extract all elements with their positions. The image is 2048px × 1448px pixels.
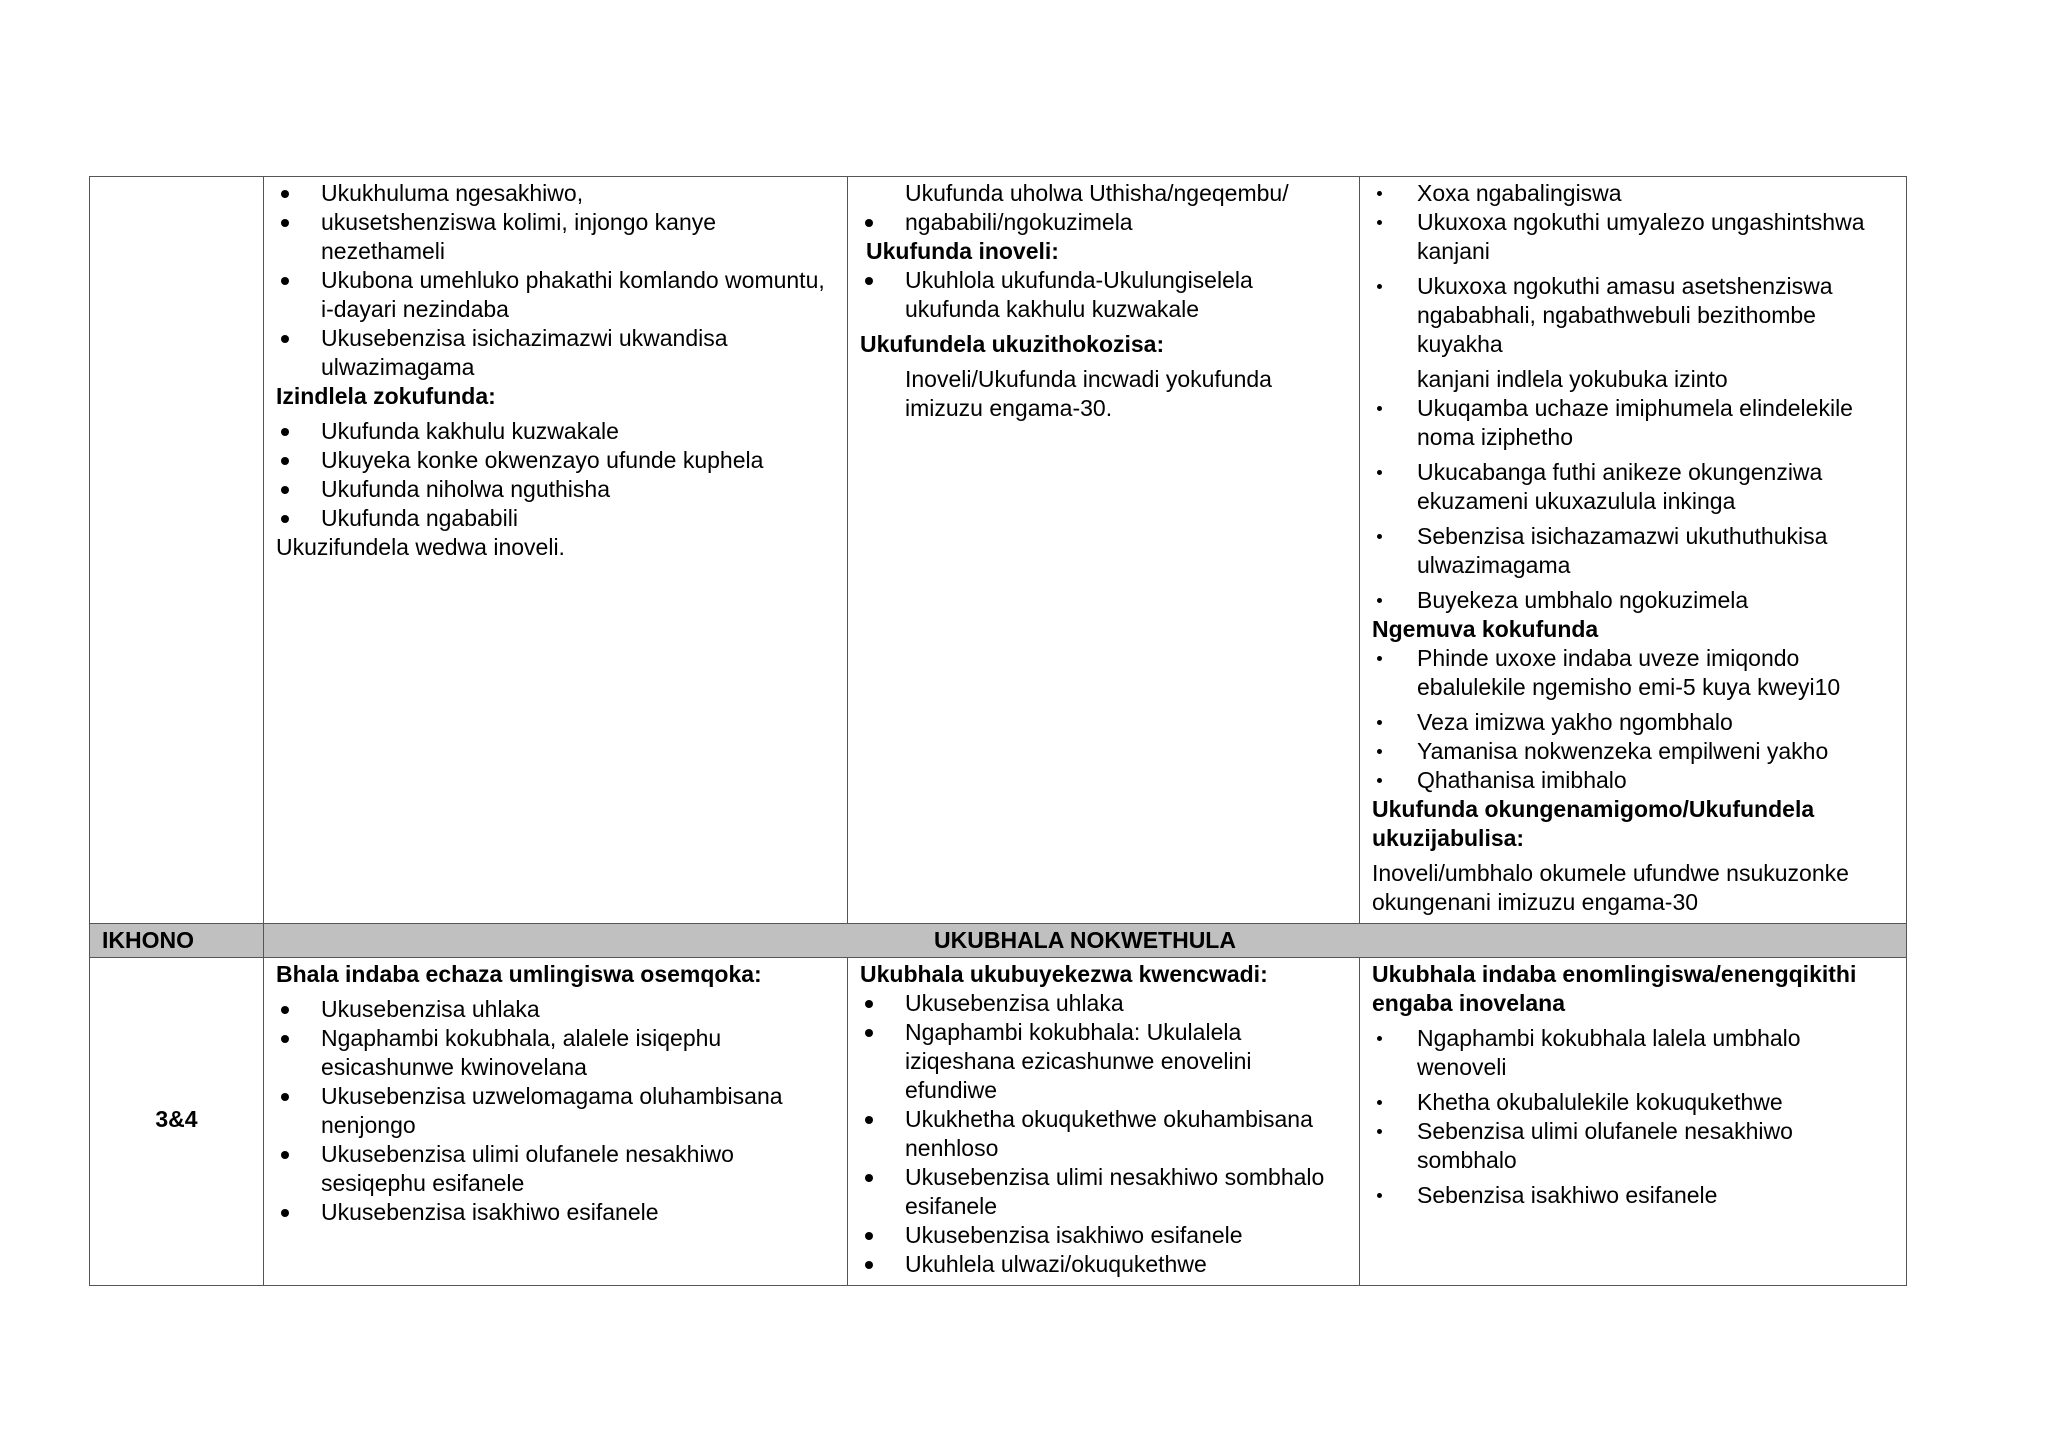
list-item: Ukusebenzisa ulimi nesakhiwo sombhalo esifanele xyxy=(860,1163,1347,1221)
section-header-row xyxy=(90,924,1907,958)
list-item: Sebenzisa isichazamazwi ukuthuthukisa ulwazimagama xyxy=(1372,522,1894,580)
list-item: Ukufunda ngababili xyxy=(276,504,835,533)
list-item: Veza imizwa yakho ngombhalo xyxy=(1372,708,1894,737)
section-heading: Bhala indaba echaza umlingiswa osemqoka: xyxy=(276,961,762,987)
list-item: Ukusebenzisa isakhiwo esifanele xyxy=(860,1221,1347,1250)
list-item: Xoxa ngabalingiswa xyxy=(1372,179,1894,208)
section-heading: Ukufundela ukuzithokozisa: xyxy=(860,331,1165,357)
indented-text: Inoveli/Ukufunda incwadi yokufunda imizuzu engama-30. xyxy=(905,366,1272,421)
list-item: Ukuxoxa ngokuthi umyalezo ungashintshwa kanjani xyxy=(1372,208,1894,266)
reading-col-2 xyxy=(848,177,1360,924)
list-item: Ukukhetha okuqukethwe okuhambisana nenhloso xyxy=(860,1105,1347,1163)
list-item: Ukukhuluma ngesakhiwo, xyxy=(276,179,835,208)
closing-text: Ukuzifundela wedwa inoveli. xyxy=(276,534,565,560)
reading-col-1 xyxy=(264,177,848,924)
list-item: Qhathanisa imibhalo xyxy=(1372,766,1894,795)
continuation-text: Ukufunda uholwa Uthisha/ngeqembu/ xyxy=(905,180,1289,206)
bullet-list-b xyxy=(276,417,835,533)
curriculum-table xyxy=(89,176,1907,1286)
list-item: Ukuxoxa ngokuthi amasu asetshenziswa ngababhali, ngabathwebuli bezithombe kuyakha xyxy=(1372,272,1894,359)
section-title: UKUBHALA NOKWETHULA xyxy=(264,924,1907,958)
list-item: ngababili/ngokuzimela xyxy=(860,208,1347,237)
list-item: Phinde uxoxe indaba uveze imiqondo ebalulekile ngemisho emi-5 kuya kweyi10 xyxy=(1372,644,1894,702)
list-item: Ukuqamba uchaze imiphumela elindelekile noma iziphetho xyxy=(1372,394,1894,452)
section-heading: Ukufunda inoveli: xyxy=(866,238,1059,264)
list-item: Khetha okubalulekile kokuqukethwe xyxy=(1372,1088,1894,1117)
term-cell: 3&4 xyxy=(90,958,264,1286)
list-item: Yamanisa nokwenzeka empilweni yakho xyxy=(1372,737,1894,766)
bullet-list-b xyxy=(860,266,1347,324)
bullet-list xyxy=(1372,1024,1894,1210)
list-item: Ukuhlela ulwazi/okuqukethwe xyxy=(860,1250,1347,1279)
writing-row xyxy=(90,958,1907,1286)
list-item: Ukufunda niholwa nguthisha xyxy=(276,475,835,504)
bullet-list-a xyxy=(1372,179,1894,359)
reading-col-3 xyxy=(1360,177,1907,924)
list-item: Ukuhlola ukufunda-Ukulungiselela ukufunda kakhulu kuzwakale xyxy=(860,266,1347,324)
bullet-list-a xyxy=(860,208,1347,237)
indented-text: kanjani indlela yokubuka izinto xyxy=(1417,366,1728,392)
list-item: Ukubona umehluko phakathi komlando womuntu, i-dayari nezindaba xyxy=(276,266,835,324)
list-item: Ngaphambi kokubhala, alalele isiqephu esicashunwe kwinovelana xyxy=(276,1024,835,1082)
list-item: Ukusebenzisa isakhiwo esifanele xyxy=(276,1198,835,1227)
bullet-list-c xyxy=(1372,644,1894,795)
section-heading: Ukubhala indaba enomlingiswa/enengqikithi engaba inovelana xyxy=(1372,961,1857,1016)
reading-row xyxy=(90,177,1907,924)
bullet-list-b xyxy=(1372,394,1894,615)
list-item: ukusetshenziswa kolimi, injongo kanye nezethameli xyxy=(276,208,835,266)
skill-label: IKHONO xyxy=(90,924,264,958)
list-item: Ngaphambi kokubhala lalela umbhalo wenoveli xyxy=(1372,1024,1894,1082)
bullet-list xyxy=(860,989,1347,1279)
section-heading: Ukufunda okungenamigomo/Ukufundela ukuzijabulisa: xyxy=(1372,796,1815,851)
list-item: Buyekeza umbhalo ngokuzimela xyxy=(1372,586,1894,615)
list-item: Ukufunda kakhulu kuzwakale xyxy=(276,417,835,446)
section-heading: Ukubhala ukubuyekezwa kwencwadi: xyxy=(860,961,1268,987)
list-item: Sebenzisa ulimi olufanele nesakhiwo sombhalo xyxy=(1372,1117,1894,1175)
section-heading: Izindlela zokufunda: xyxy=(276,383,496,409)
list-item: Sebenzisa isakhiwo esifanele xyxy=(1372,1181,1894,1210)
list-item: Ukusebenzisa uhlaka xyxy=(276,995,835,1024)
list-item: Ukucabanga futhi anikeze okungenziwa ekuzameni ukuxazulula inkinga xyxy=(1372,458,1894,516)
list-item: Ukuyeka konke okwenzayo ufunde kuphela xyxy=(276,446,835,475)
writing-col-1 xyxy=(264,958,848,1286)
list-item: Ukusebenzisa isichazimazwi ukwandisa ulwazimagama xyxy=(276,324,835,382)
term-cell-empty xyxy=(90,177,264,924)
writing-col-3 xyxy=(1360,958,1907,1286)
list-item: Ukusebenzisa uzwelomagama oluhambisana nenjongo xyxy=(276,1082,835,1140)
list-item: Ukusebenzisa ulimi olufanele nesakhiwo sesiqephu esifanele xyxy=(276,1140,835,1198)
section-heading: Ngemuva kokufunda xyxy=(1372,616,1599,642)
list-item: Ukusebenzisa uhlaka xyxy=(860,989,1347,1018)
closing-text: Inoveli/umbhalo okumele ufundwe nsukuzonke okungenani imizuzu engama-30 xyxy=(1372,860,1849,915)
bullet-list xyxy=(276,995,835,1227)
writing-col-2 xyxy=(848,958,1360,1286)
list-item: Ngaphambi kokubhala: Ukulalela iziqeshana ezicashunwe enovelini efundiwe xyxy=(860,1018,1347,1105)
bullet-list-a xyxy=(276,179,835,382)
